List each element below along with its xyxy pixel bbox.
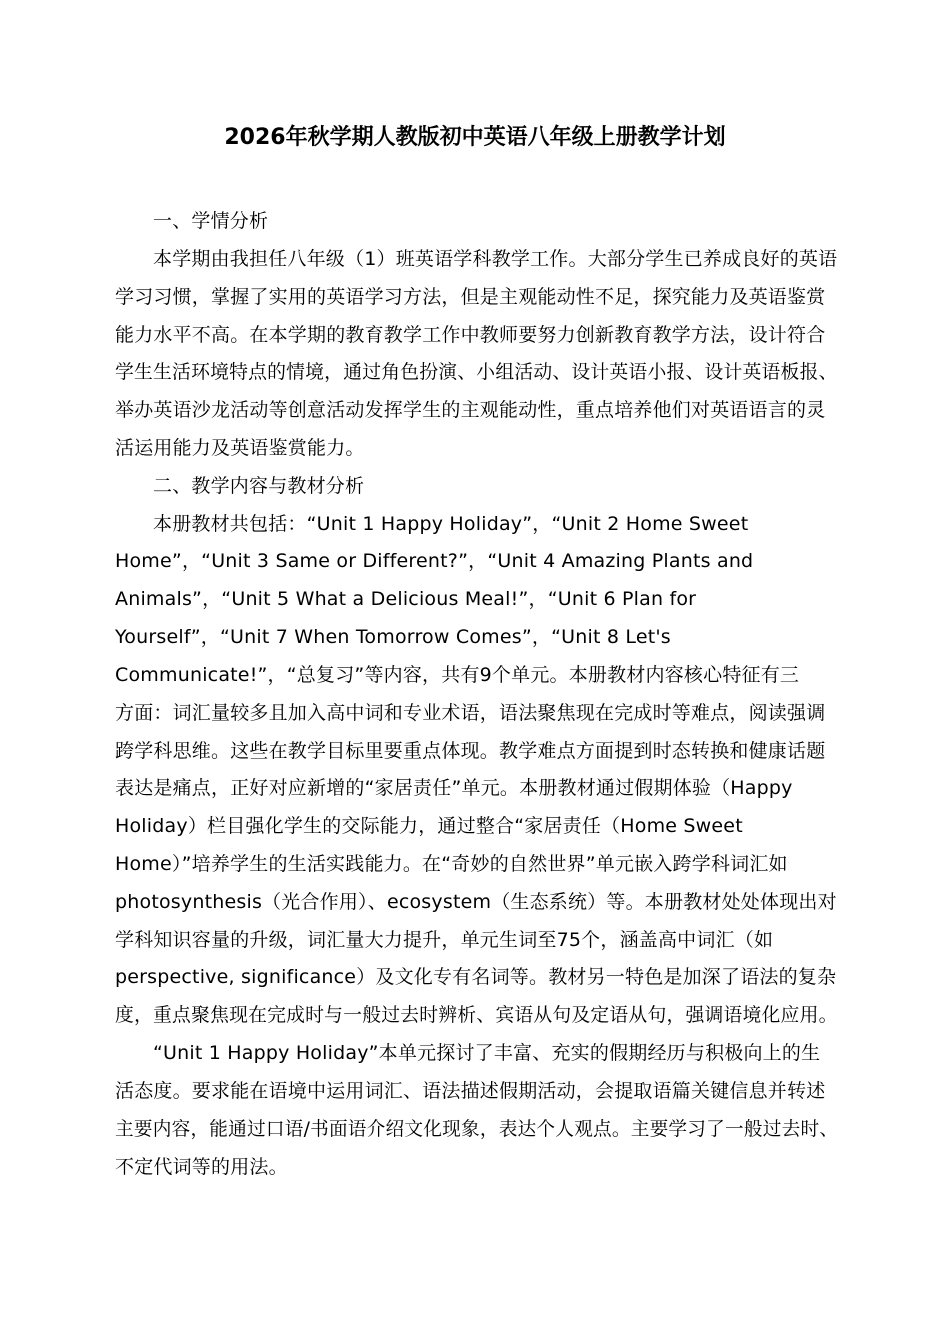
paragraph-line: “Unit 1 Happy Holiday”本单元探讨了丰富、充实的假期经历与积极向上的生 — [153, 1042, 821, 1064]
paragraph-line: 跨学科思维。这些在教学目标里要重点体现。教学难点方面提到时态转换和健康话题 — [115, 740, 826, 762]
paragraph-line: 度，重点聚焦现在完成时与一般过去时辨析、宾语从句及定语从句，强调语境化应用。 — [115, 1004, 838, 1026]
paragraph-line: 活态度。要求能在语境中运用词汇、语法描述假期活动，会提取语篇关键信息并转述 — [115, 1080, 826, 1102]
paragraph-line: Animals”，“Unit 5 What a Delicious Meal!”，“Unit 6 Plan for — [115, 588, 697, 610]
paragraph-line: 学生生活环境特点的情境，通过角色扮演、小组活动、设计英语小报、设计英语板报、 — [115, 361, 838, 383]
paragraph-line: Yourself”，“Unit 7 When Tomorrow Comes”，“Unit 8 Let's — [115, 626, 671, 648]
paragraph-line: 举办英语沙龙活动等创意活动发挥学生的主观能动性，重点培养他们对英语语言的灵 — [115, 399, 826, 421]
paragraph-line: 不定代词等的用法。 — [115, 1156, 288, 1178]
paragraph-line: photosynthesis（光合作用）、ecosystem（生态系统）等。本册教材处处体现出对 — [115, 891, 837, 913]
section-heading-1: 一、学情分析 — [153, 210, 269, 232]
paragraph-line: 本册教材共包括：“Unit 1 Happy Holiday”，“Unit 2 Home Sweet — [153, 513, 749, 535]
paragraph-line: Communicate!”，“总复习”等内容，共有9个单元。本册教材内容核心特征有三 — [115, 664, 800, 686]
paragraph-line: 本学期由我担任八年级（1）班英语学科教学工作。大部分学生已养成良好的英语 — [153, 248, 838, 270]
paragraph-line: 学习习惯，掌握了实用的英语学习方法，但是主观能动性不足，探究能力及英语鉴赏 — [115, 286, 826, 308]
paragraph-line: perspective, significance）及文化专有名词等。教材另一特色是加深了语法的复杂 — [115, 966, 837, 988]
paragraph-line: 活运用能力及英语鉴赏能力。 — [115, 437, 365, 459]
paragraph-line: 能力水平不高。在本学期的教育教学工作中教师要努力创新教育教学方法，设计符合 — [115, 324, 826, 346]
paragraph-line: 学科知识容量的升级，词汇量大力提升，单元生词至75个，涵盖高中词汇（如 — [115, 929, 774, 951]
paragraph-line: 方面：词汇量较多且加入高中词和专业术语，语法聚焦现在完成时等难点，阅读强调 — [115, 702, 826, 724]
paragraph-line: 表达是痛点，正好对应新增的“家居责任”单元。本册教材通过假期体验（Happy — [115, 777, 793, 799]
paragraph-line: 主要内容，能通过口语/书面语介绍文化现象，表达个人观点。主要学习了一般过去时、 — [115, 1118, 839, 1140]
paragraph-line: Home”，“Unit 3 Same or Different?”，“Unit 4 Amazing Plants and — [115, 550, 754, 572]
section-heading-2: 二、教学内容与教材分析 — [153, 475, 365, 497]
paragraph-line: Home）”培养学生的生活实践能力。在“奇妙的自然世界”单元嵌入跨学科词汇如 — [115, 853, 788, 875]
paragraph-line: Holiday）栏目强化学生的交际能力，通过整合“家居责任（Home Sweet — [115, 815, 743, 837]
document-title: 2026年秋学期人教版初中英语八年级上册教学计划 — [224, 125, 726, 150]
